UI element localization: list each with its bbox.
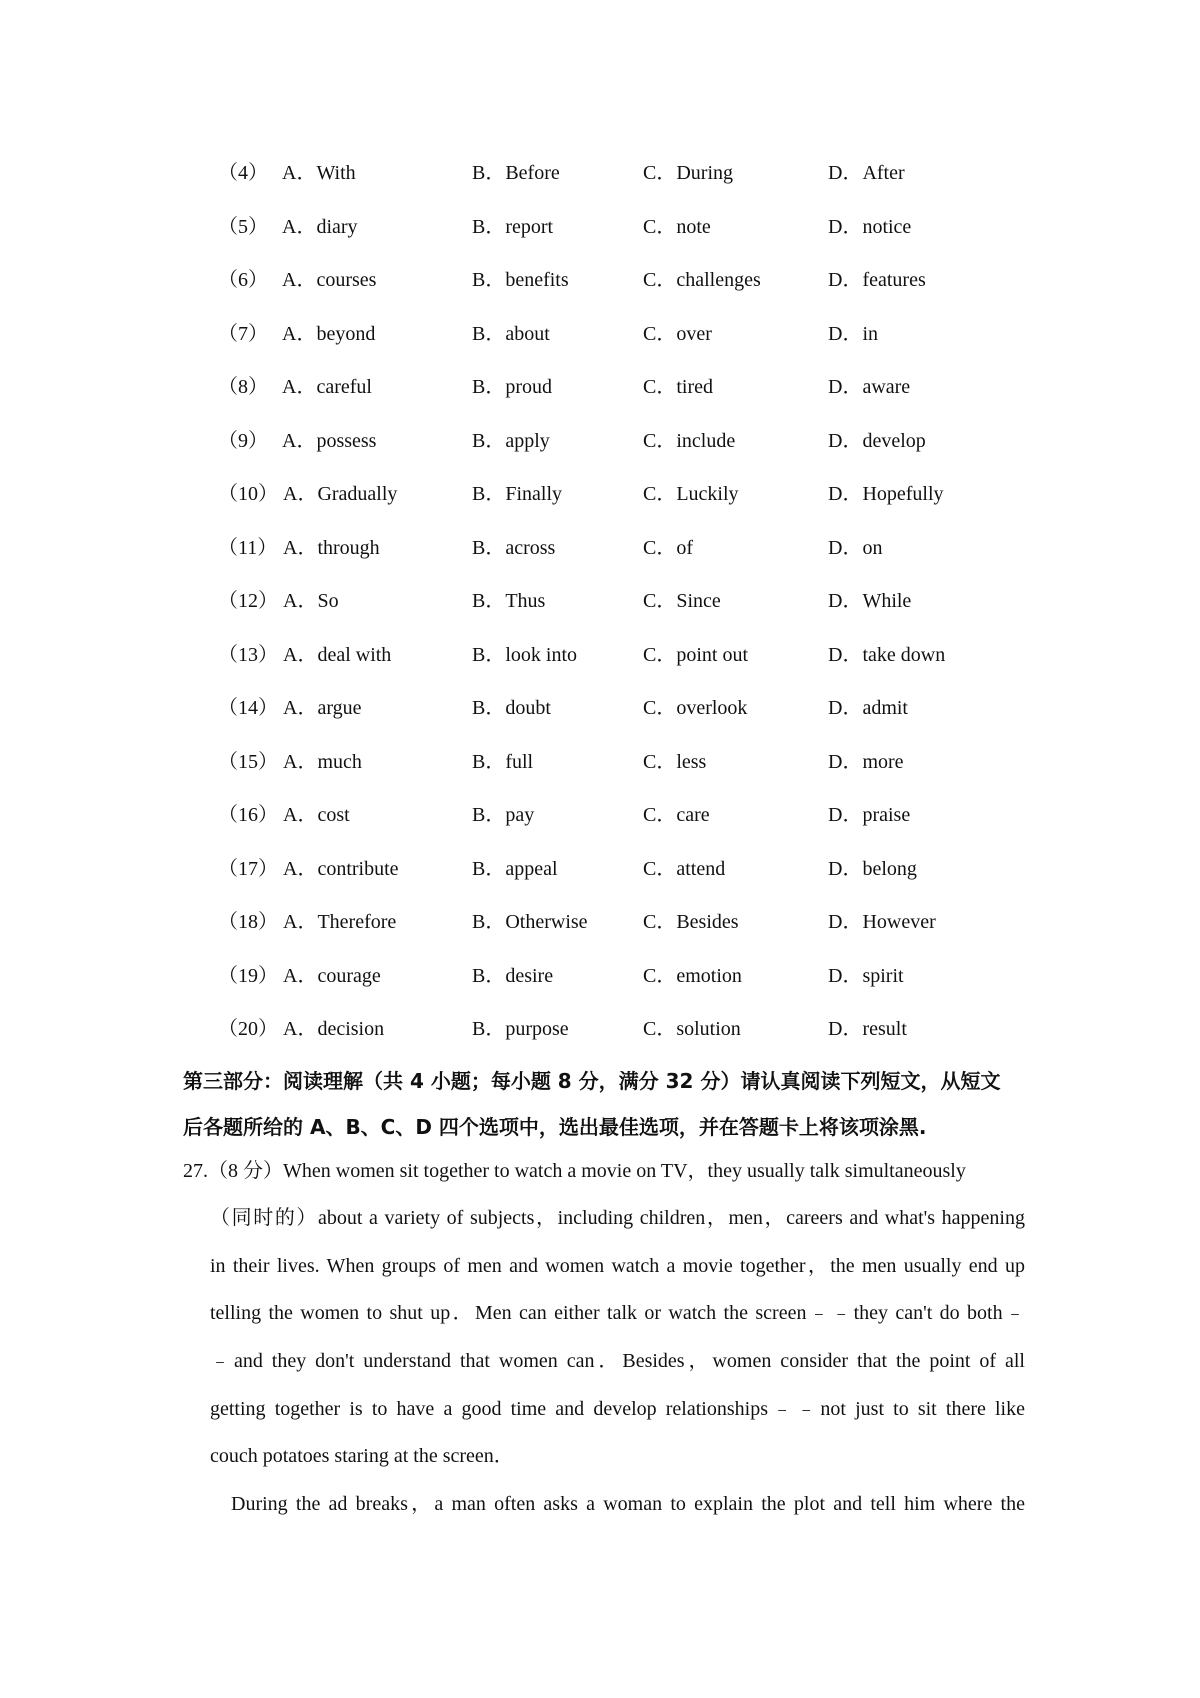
option-c: C．Since bbox=[643, 590, 721, 612]
option-d: D．praise bbox=[828, 804, 911, 826]
question-number: （5） bbox=[218, 216, 268, 238]
passage-line: in their lives. When groups of men and women watch a movie together，the men usually end up bbox=[210, 1255, 1025, 1277]
passage-question-header: 27.（8 分）When women sit together to watch a movie on TV，they usually talk simultaneously bbox=[183, 1160, 966, 1182]
option-b: B．Otherwise bbox=[472, 911, 588, 933]
option-c: C．less bbox=[643, 751, 707, 773]
question-number: （6） bbox=[218, 269, 268, 291]
option-a: A．careful bbox=[282, 376, 372, 398]
option-a: A．courses bbox=[282, 269, 377, 291]
option-d: D．features bbox=[828, 269, 926, 291]
option-d: D．admit bbox=[828, 697, 908, 719]
option-d: D．While bbox=[828, 590, 912, 612]
question-number: （4） bbox=[218, 162, 268, 184]
question-number: （15） bbox=[218, 751, 278, 773]
option-c: C．over bbox=[643, 323, 712, 345]
option-c: C．care bbox=[643, 804, 710, 826]
passage-paragraph-2-line: During the ad breaks，a man often asks a woman to explain the plot and tell him where the bbox=[231, 1493, 1025, 1515]
option-c: C．Besides bbox=[643, 911, 739, 933]
option-a: A．deal with bbox=[283, 644, 392, 666]
option-a: A．much bbox=[283, 751, 362, 773]
option-c: C．point out bbox=[643, 644, 749, 666]
question-row bbox=[0, 372, 1200, 402]
option-d: D．belong bbox=[828, 858, 917, 880]
question-number: （10） bbox=[218, 483, 278, 505]
question-row bbox=[0, 426, 1200, 456]
option-b: B．benefits bbox=[472, 269, 569, 291]
question-number: （12） bbox=[218, 590, 278, 612]
option-d: D．in bbox=[828, 323, 878, 345]
question-row bbox=[0, 640, 1200, 670]
option-a: A．argue bbox=[283, 697, 362, 719]
question-row bbox=[0, 747, 1200, 777]
option-d: D．develop bbox=[828, 430, 926, 452]
option-d: D．After bbox=[828, 162, 905, 184]
passage-line: getting together is to have a good time and develop relationships﹣﹣not just to sit there like bbox=[210, 1398, 1025, 1420]
option-c: C．During bbox=[643, 162, 733, 184]
passage-line: telling the women to shut up．Men can either talk or watch the screen﹣﹣they can't do both﹣ bbox=[210, 1302, 1025, 1324]
option-d: D．more bbox=[828, 751, 904, 773]
option-a: A．Therefore bbox=[283, 911, 397, 933]
option-d: D．notice bbox=[828, 216, 912, 238]
option-a: A．So bbox=[283, 590, 339, 612]
option-b: B．purpose bbox=[472, 1018, 569, 1040]
question-row bbox=[0, 854, 1200, 884]
option-c: C．Luckily bbox=[643, 483, 739, 505]
option-d: D．on bbox=[828, 537, 883, 559]
question-row bbox=[0, 158, 1200, 188]
option-a: A．diary bbox=[282, 216, 358, 238]
option-a: A．decision bbox=[283, 1018, 385, 1040]
option-b: B．full bbox=[472, 751, 534, 773]
option-d: D．spirit bbox=[828, 965, 904, 987]
question-number: （17） bbox=[218, 858, 278, 880]
option-a: A．cost bbox=[283, 804, 350, 826]
question-row bbox=[0, 1014, 1200, 1044]
question-number: （7） bbox=[218, 323, 268, 345]
option-d: D．result bbox=[828, 1018, 907, 1040]
question-row bbox=[0, 961, 1200, 991]
passage-line: ﹣and they don't understand that women can．Besides，women consider that the point of all bbox=[210, 1350, 1025, 1372]
option-c: C．emotion bbox=[643, 965, 742, 987]
option-b: B．apply bbox=[472, 430, 550, 452]
option-d: D．Hopefully bbox=[828, 483, 944, 505]
option-a: A．Gradually bbox=[283, 483, 398, 505]
option-d: D．aware bbox=[828, 376, 911, 398]
option-b: B．proud bbox=[472, 376, 552, 398]
question-row bbox=[0, 693, 1200, 723]
option-c: C．note bbox=[643, 216, 711, 238]
option-a: A．With bbox=[282, 162, 356, 184]
section-heading-line-2: 后各题所给的 A、B、C、D 四个选项中，选出最佳选项，并在答题卡上将该项涂黑. bbox=[183, 1115, 927, 1139]
question-number: （20） bbox=[218, 1018, 278, 1040]
option-b: B．Finally bbox=[472, 483, 563, 505]
option-b: B．Before bbox=[472, 162, 560, 184]
option-a: A．courage bbox=[283, 965, 381, 987]
option-a: A．possess bbox=[282, 430, 377, 452]
passage-line: couch potatoes staring at the screen． bbox=[210, 1445, 514, 1467]
question-number: （14） bbox=[218, 697, 278, 719]
question-number: （19） bbox=[218, 965, 278, 987]
option-c: C．attend bbox=[643, 858, 726, 880]
option-b: B．Thus bbox=[472, 590, 546, 612]
option-b: B．about bbox=[472, 323, 550, 345]
option-c: C．overlook bbox=[643, 697, 748, 719]
section-heading-line-1: 第三部分：阅读理解（共 4 小题；每小题 8 分，满分 32 分）请认真阅读下列短文，从短文 bbox=[183, 1069, 1001, 1093]
question-row bbox=[0, 533, 1200, 563]
passage-line: （同时的）about a variety of subjects，including children，men，careers and what's happening bbox=[210, 1207, 1025, 1229]
question-row bbox=[0, 800, 1200, 830]
question-number: （9） bbox=[218, 430, 268, 452]
question-number: （13） bbox=[218, 644, 278, 666]
question-row bbox=[0, 479, 1200, 509]
question-row bbox=[0, 586, 1200, 616]
option-b: B．report bbox=[472, 216, 554, 238]
option-b: B．appeal bbox=[472, 858, 558, 880]
option-b: B．look into bbox=[472, 644, 578, 666]
option-b: B．across bbox=[472, 537, 556, 559]
question-row bbox=[0, 265, 1200, 295]
question-row bbox=[0, 319, 1200, 349]
question-row bbox=[0, 212, 1200, 242]
option-d: D．However bbox=[828, 911, 936, 933]
option-d: D．take down bbox=[828, 644, 946, 666]
option-c: C．tired bbox=[643, 376, 713, 398]
option-a: A．through bbox=[283, 537, 380, 559]
option-a: A．contribute bbox=[283, 858, 399, 880]
question-number: （18） bbox=[218, 911, 278, 933]
option-b: B．desire bbox=[472, 965, 554, 987]
question-number: （11） bbox=[218, 537, 278, 559]
option-c: C．solution bbox=[643, 1018, 741, 1040]
option-b: B．doubt bbox=[472, 697, 551, 719]
option-c: C．of bbox=[643, 537, 693, 559]
question-number: （8） bbox=[218, 376, 268, 398]
question-number: （16） bbox=[218, 804, 278, 826]
option-a: A．beyond bbox=[282, 323, 376, 345]
option-c: C．challenges bbox=[643, 269, 761, 291]
option-c: C．include bbox=[643, 430, 736, 452]
question-row bbox=[0, 907, 1200, 937]
option-b: B．pay bbox=[472, 804, 535, 826]
